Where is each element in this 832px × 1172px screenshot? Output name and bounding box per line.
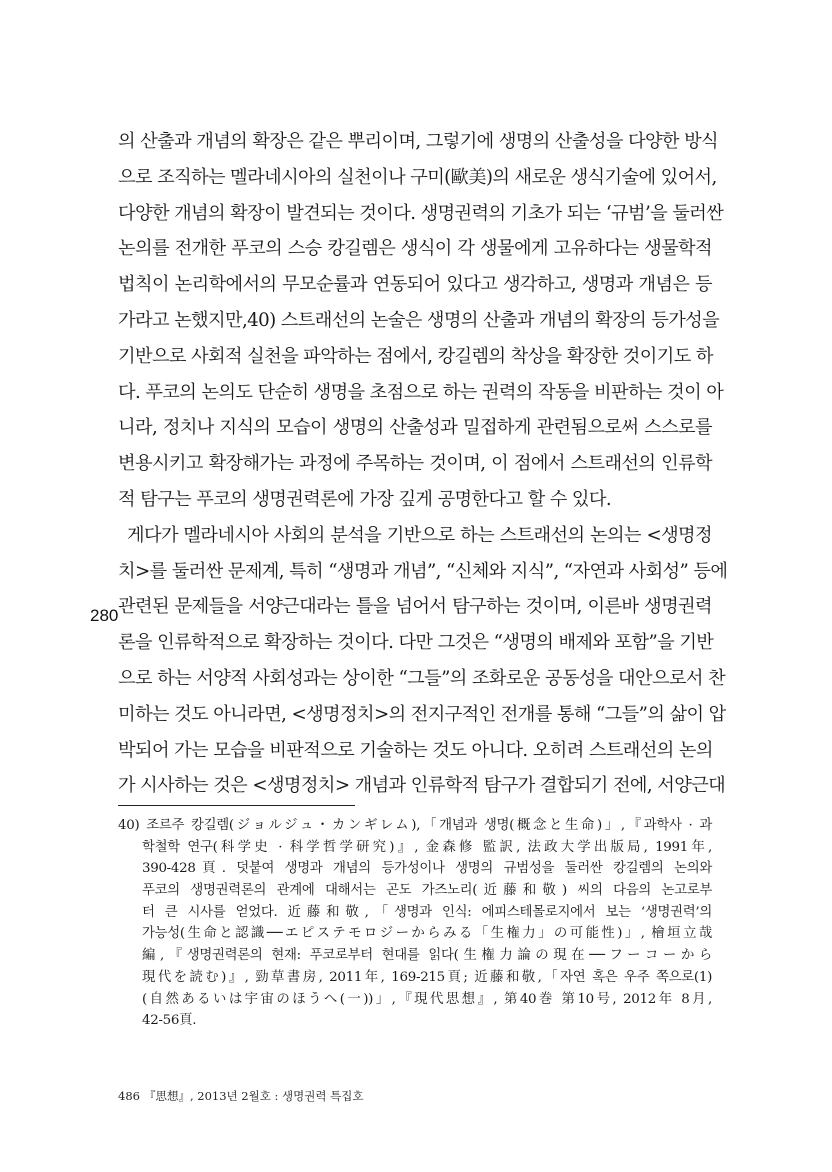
body-line-8: 다. 푸코의 논의도 단순히 생명을 초점으로 하는 권력의 작동을 비판하는 것이 아	[118, 381, 724, 403]
footnote-line-3: 390-428頁. 덧붙여 생명과 개념의 등가성이나 생명의 규범성을 둘러싼 캉길렘의 논의와	[142, 861, 712, 877]
body-line-15: 론을 인류학적으로 확장하는 것이다. 다만 그것은 “생명의 배제와 포함”을 기반	[118, 632, 714, 654]
body-line-9: 니라, 정치나 지식의 모습이 생명의 산출성과 밀접하게 관련됨으로써 스스로를	[118, 417, 712, 439]
body-text	[118, 124, 728, 804]
body-line-16: 으로 하는 서양적 사회성과는 상이한 “그들”의 조화로운 공동성을 대안으로서 찬	[118, 667, 726, 689]
footnote-line-1: 40) 조르주 캉길렘(ジョルジュ・カンギレム),「개념과 생명(概念と生命)」,『과학사 · 과	[118, 818, 712, 833]
body-line-4: 논의를 전개한 푸코의 스승 캉길렘은 생식이 각 생물에게 고유하다는 생물학적	[118, 238, 712, 260]
body-line-11: 적 탐구는 푸코의 생명권력론에 가장 깊게 공명한다고 할 수 있다.	[118, 488, 612, 510]
body-line-12: 게다가 멜라네시아 사회의 분석을 기반으로 하는 스트래선의 논의는 <생명정	[127, 524, 712, 546]
footer-publication: 『思想』, 2013년 2월호 : 생명권력 특집호	[143, 1089, 364, 1103]
page-footer	[118, 1088, 367, 1104]
footnote-line-9: (自然あるいは宇宙のほうへ(一))」,『現代思想』, 第40巻 第10号, 2012年 8月,	[142, 991, 712, 1007]
footnote-line-4: 푸코의 생명권력론의 관계에 대해서는 곤도 가즈노리(近藤和敬) 씨의 다음의 논고로부	[142, 883, 712, 899]
body-line-3: 다양한 개념의 확장이 발견되는 것이다. 생명권력의 기초가 되는 ‘규범’을 둘러싼	[118, 202, 724, 224]
footnote-line-5: 터 큰 시사를 얻었다. 近藤和敬,「생명과 인식: 에피스테몰로지에서 보는 ‘생명권력’의	[142, 904, 712, 920]
body-line-2: 으로 조직하는 멜라네시아의 실천이나 구미(歐美)의 새로운 생식기술에 있어서,	[118, 166, 717, 188]
body-line-6: 가라고 논했지만,40) 스트래선의 논술은 생명의 산출과 개념의 확장의 등가성을	[118, 309, 720, 331]
side-page-number: 280	[90, 606, 119, 625]
body-line-5: 법칙이 논리학에서의 무모순률과 연동되어 있다고 생각하고, 생명과 개념은 등	[118, 274, 712, 296]
footnote-divider	[118, 805, 355, 806]
footnote-40	[118, 815, 712, 1032]
body-line-7: 기반으로 사회적 실천을 파악하는 점에서, 캉길렘의 착상을 확장한 것이기도 하	[118, 345, 713, 367]
footnote-line-7: 編,『생명권력론의 현재: 푸코로부터 현대를 읽다(生権力論の現在──フーコーから	[142, 948, 712, 964]
body-line-1: 의 산출과 개념의 확장은 같은 뿌리이며, 그렇기에 생명의 산출성을 다양한 방식	[118, 131, 719, 152]
body-line-13: 치>를 둘러싼 문제계, 특히 “생명과 개념”, “신체와 지식”, “자연과 사회성” 등에	[118, 560, 728, 582]
body-line-14: 관련된 문제들을 서양근대라는 틀을 넘어서 탐구하는 것이며, 이른바 생명권력	[118, 596, 712, 618]
body-line-18: 박되어 가는 모습을 비판적으로 기술하는 것도 아니다. 오히려 스트래선의 논의	[118, 739, 713, 761]
footnote-line-10: 42-56頁.	[142, 1013, 197, 1029]
footer-page-number: 486	[118, 1089, 140, 1103]
body-line-19: 가 시사하는 것은 <생명정치> 개념과 인류학적 탐구가 결합되기 전에, 서양근대	[118, 775, 726, 797]
footnote-line-2: 학철학 연구(科学史 · 科学哲学研究)』, 金森修 監訳, 法政大学出版局, 1991年,	[142, 839, 712, 855]
footnote-line-6: 가능성(生命と認識──エピステモロジーからみる「生権力」の可能性)」, 檜垣立哉	[142, 926, 712, 942]
footnote-line-8: 現代を読む)』, 勁草書房, 2011年, 169-215頁; 近藤和敬,「자연 혹은 우주 쪽으로(1)	[142, 969, 712, 985]
body-line-17: 미하는 것도 아니라면, <생명정치>의 전지구적인 전개를 통해 “그들”의 삶이 압	[118, 703, 726, 725]
body-line-10: 변용시키고 확장해가는 과정에 주목하는 것이며, 이 점에서 스트래선의 인류학	[118, 453, 712, 475]
